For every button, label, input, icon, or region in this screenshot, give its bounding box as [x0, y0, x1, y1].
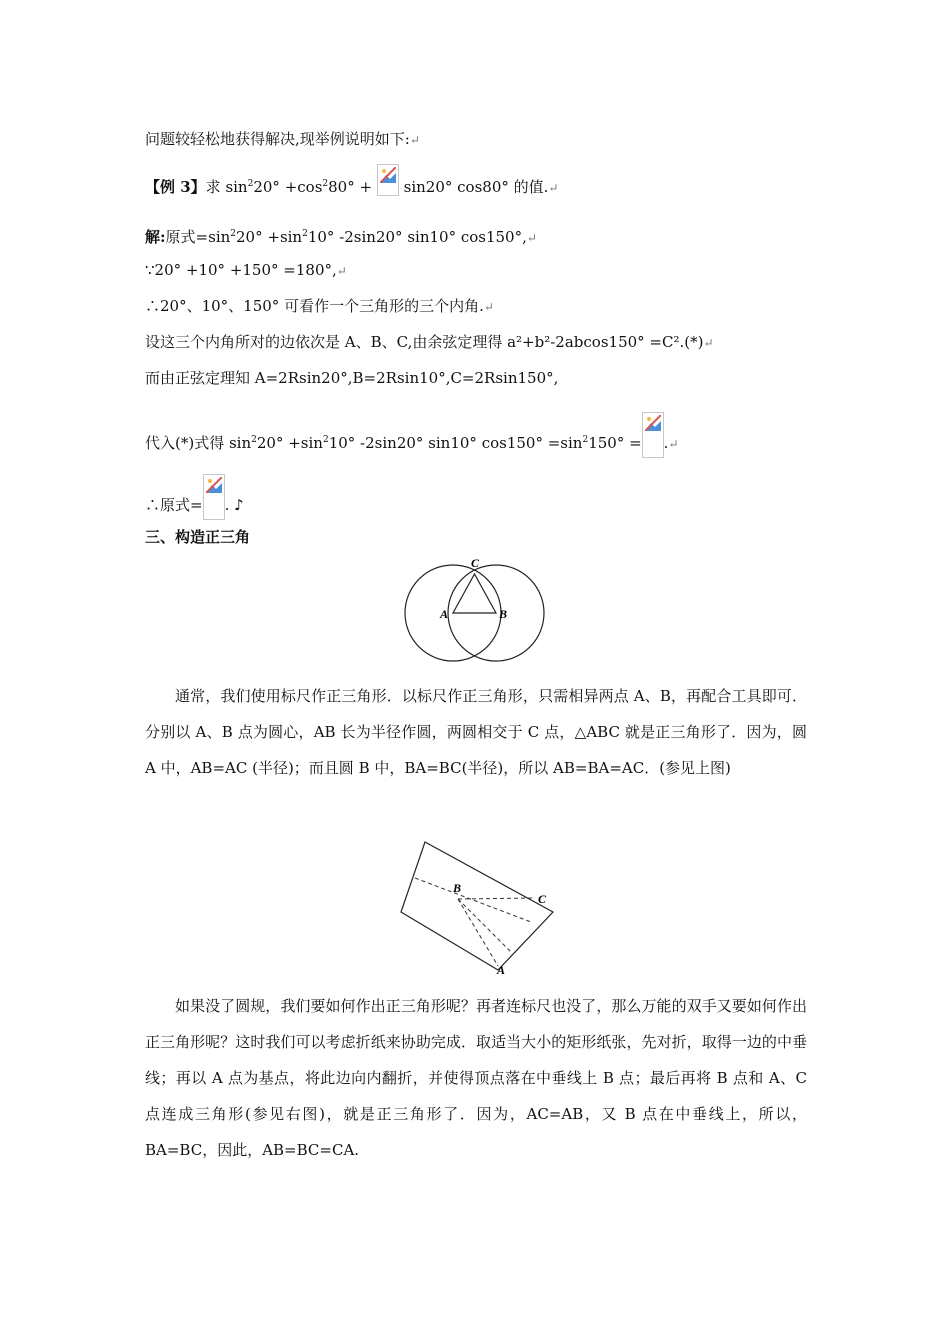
solution-label: 解: — [145, 228, 166, 246]
paragraph-mark: ↵ — [409, 133, 420, 147]
expr-part: . — [663, 434, 669, 452]
triangle-abc — [453, 574, 496, 613]
label-b: B — [453, 881, 462, 895]
intro-text: 问题较轻松地获得解决,现举例说明如下: — [145, 130, 410, 148]
hence-line — [145, 294, 494, 319]
hence-text: ∴20°、10°、150° 可看作一个三角形的三个内角. — [145, 297, 484, 315]
expr-part: 80° + — [328, 178, 373, 196]
sine-text: 而由正弦定理知 A=2Rsin20°,B=2Rsin10°,C=2Rsin150°, — [145, 369, 559, 387]
two-circles-figure — [400, 552, 550, 664]
superscript: 2 — [322, 179, 329, 189]
expr-part: 求 sin — [205, 178, 248, 196]
expr-part: 10° -2sin20° sin10° cos150°, — [307, 228, 527, 246]
solution-line — [145, 222, 537, 250]
label-a: A — [440, 607, 449, 621]
superscript: 2 — [251, 435, 257, 445]
substitute-line — [145, 412, 679, 458]
paper-fold-figure — [398, 840, 558, 978]
paragraph-mark: ↵ — [668, 437, 679, 451]
label-a: A — [497, 963, 506, 977]
paper-rectangle — [401, 842, 553, 970]
superscript: 2 — [247, 179, 254, 189]
expr-part: 20° +cos — [253, 178, 323, 196]
expr-part: 代入(*)式得 sin — [145, 434, 252, 452]
example-label: 【例 3】 — [145, 178, 206, 196]
section-heading: 三、构造正三角 — [145, 528, 251, 546]
sides-line — [145, 330, 714, 355]
label-c: C — [471, 556, 480, 570]
sine-line — [145, 366, 558, 390]
paragraph-compass: 通常，我们使用标尺作正三角形．以标尺作正三角形，只需相异两点 A、B，再配合工具即可．分别以 A、B 点为圆心，AB 长为半径作圆，两圆相交于 C 点，△ABC 就是正三角形了．因为，圆 A 中，AB=AC (半径)；而且圆 B 中，BA=BC(半径)，所以 AB=BA=AC．(参见上图) — [145, 687, 807, 777]
paragraph-mark: ↵ — [336, 264, 347, 278]
superscript: 2 — [230, 229, 237, 239]
broken-image-icon — [377, 164, 399, 196]
paragraph-mark: ↵ — [526, 231, 537, 245]
fold-line-middle — [415, 878, 531, 922]
sides-text: 设这三个内角所对的边依次是 A、B、C,由余弦定理得 a²+b²-2abcos150° =C².(*) — [145, 333, 704, 351]
end-mark: ♪ — [234, 496, 244, 514]
paragraph-mark: ↵ — [483, 300, 494, 314]
paragraph-mark: ↵ — [548, 181, 559, 195]
broken-image-icon — [203, 474, 225, 520]
superscript: 2 — [582, 435, 589, 445]
expr-part: . — [224, 496, 230, 514]
example-3-line — [145, 164, 558, 200]
expr-part: 20° +sin — [236, 228, 303, 246]
intro-line — [145, 127, 420, 152]
broken-image-icon — [642, 412, 664, 458]
superscript: 2 — [322, 435, 329, 445]
expr-part: 原式=sin — [165, 228, 231, 246]
expr-part: 10° -2sin20° sin10° cos150° =sin — [328, 434, 583, 452]
expr-part: ∴原式= — [145, 496, 203, 514]
paragraph-mark: ↵ — [703, 336, 714, 350]
segment-ba — [458, 899, 498, 966]
label-b: B — [499, 607, 508, 621]
since-text: ∵20° +10° +150° =180°, — [145, 261, 337, 279]
label-c: C — [538, 892, 547, 906]
since-line — [145, 258, 347, 283]
expr-part: sin20° cos80° 的值. — [403, 178, 549, 196]
paragraph-folding: 如果没了圆规，我们要如何作出正三角形呢？再者连标尺也没了，那么万能的双手又要如何作出正三角形呢？这时我们可以考虑折纸来协助完成．取适当大小的矩形纸张，先对折，取得一边的中垂线；再以 A 点为基点，将此边向内翻折，并使得顶点落在中垂线上 B 点；最后再将 B 点和 A、C 点连成三角形(参见右图)，就是正三角形了．因为，AC=AB，又 B 点在中垂线上，所以，BA=BC，因此，AB=BC=CA. — [145, 997, 807, 1159]
superscript: 2 — [302, 229, 308, 239]
expr-part: 20° +sin — [256, 434, 323, 452]
expr-part: 150° = — [588, 434, 642, 452]
result-line — [145, 474, 244, 520]
